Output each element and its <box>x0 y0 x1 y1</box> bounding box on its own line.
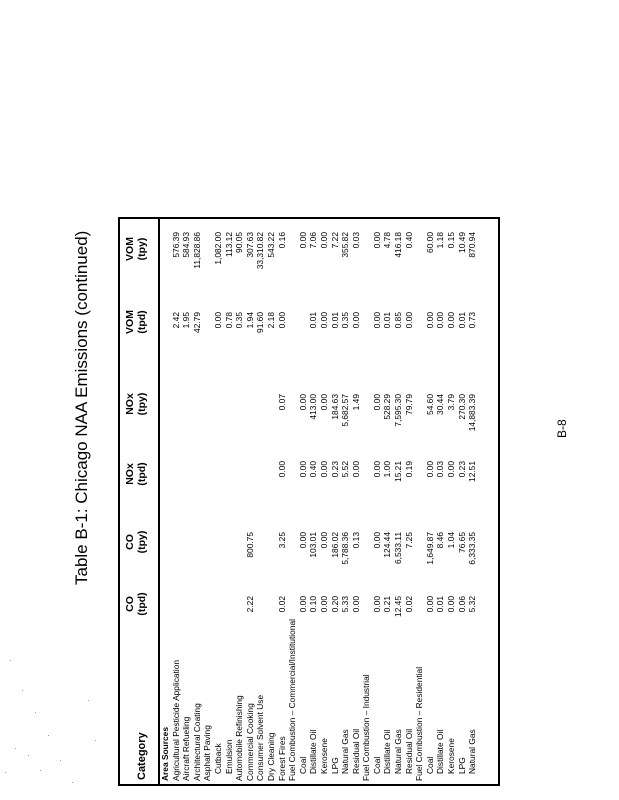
row-label: Consumer Solvent Use <box>255 694 266 781</box>
row-label: Coal <box>424 756 435 774</box>
cell-value: 528.29 <box>382 394 393 420</box>
cell-value: 33,310.82 <box>255 232 266 270</box>
cell-value: 584.93 <box>181 232 192 258</box>
cell-value: 79.79 <box>403 394 414 415</box>
cell-value: 0.73 <box>467 312 478 329</box>
cell-value: 0.01 <box>382 312 393 329</box>
section-row <box>160 219 171 784</box>
cell-value: 2.42 <box>170 312 181 329</box>
table-row <box>202 219 213 784</box>
row-label: Cutback <box>212 743 223 774</box>
cell-value: 184.63 <box>329 394 340 420</box>
cell-value: 1.00 <box>382 461 393 478</box>
table-row <box>298 219 309 784</box>
cell-value: 416.18 <box>393 232 404 258</box>
table-row <box>457 219 468 784</box>
cell-value: 7.25 <box>403 532 414 549</box>
table-row <box>224 219 235 784</box>
row-label: Coal <box>371 756 382 774</box>
cell-value: 0.07 <box>276 394 287 411</box>
row-label: Fuel Combustion – Residential <box>414 666 425 781</box>
cell-value: 0.00 <box>276 312 287 329</box>
table-row <box>414 219 425 784</box>
row-label: Distillate Oil <box>308 729 319 774</box>
cell-value: 6,333.35 <box>467 532 478 565</box>
row-label: Forest Fires <box>276 736 287 781</box>
cell-value: 0.85 <box>393 312 404 329</box>
header-vom-tpy: VOM (tpy) <box>124 237 148 261</box>
cell-value: 1.18 <box>435 232 446 249</box>
cell-value: 0.23 <box>329 461 340 478</box>
table-row <box>393 219 404 784</box>
table-row <box>467 219 478 784</box>
table-row <box>234 219 245 784</box>
row-label: Area Sources <box>160 727 170 781</box>
cell-value: 1,649.87 <box>424 532 435 565</box>
cell-value: 113.12 <box>223 232 234 257</box>
table-row <box>351 219 362 784</box>
row-label: Residual Oil <box>350 728 361 774</box>
row-label: LPG <box>456 757 467 774</box>
cell-value: 0.00 <box>446 461 457 478</box>
cell-value: 270.30 <box>456 394 467 420</box>
cell-value: 1.04 <box>446 532 457 549</box>
row-label: Commercial Cooking <box>244 703 255 781</box>
table-row <box>446 219 457 784</box>
cell-value: 0.20 <box>329 596 340 613</box>
table-title: Table B-1: Chicago NAA Emissions (continued) <box>72 230 91 585</box>
cell-value: 5,682.57 <box>340 394 351 427</box>
cell-value: 3.79 <box>446 394 457 411</box>
cell-value: 14,883.39 <box>467 394 478 432</box>
cell-value: 7.22 <box>329 232 340 249</box>
cell-value: 0.00 <box>424 596 435 613</box>
cell-value: 91.60 <box>255 312 266 333</box>
row-label: Distillate Oil <box>382 729 393 774</box>
cell-value: 12.45 <box>393 596 404 617</box>
cell-value: 0.01 <box>308 312 319 329</box>
table-row <box>192 219 203 784</box>
cell-value: 0.03 <box>350 232 361 249</box>
cell-value: 0.40 <box>403 232 414 249</box>
cell-value: 0.00 <box>318 232 329 249</box>
row-label: Agricultural Pesticide Application <box>170 659 181 781</box>
cell-value: 0.00 <box>297 461 308 478</box>
cell-value: 3.25 <box>276 532 287 549</box>
row-label: Asphalt Paving <box>202 725 213 781</box>
cell-value: 0.00 <box>350 312 361 329</box>
cell-value: 0.02 <box>276 596 287 613</box>
cell-value: 0.78 <box>223 312 234 329</box>
row-label: Emulsion <box>223 739 234 774</box>
scan-noise <box>0 0 120 800</box>
table-row <box>372 219 383 784</box>
cell-value: 0.00 <box>318 394 329 411</box>
header-nox-tpy: NOx (tpy) <box>124 392 148 416</box>
row-label: Aircraft Refueling <box>181 716 192 781</box>
cell-value: 0.02 <box>403 596 414 613</box>
cell-value: 0.00 <box>446 312 457 329</box>
cell-value: 0.00 <box>424 461 435 478</box>
cell-value: 4.78 <box>382 232 393 249</box>
table-body <box>160 219 478 784</box>
cell-value: 0.00 <box>424 312 435 329</box>
row-label: Coal <box>297 756 308 774</box>
cell-value: 0.00 <box>350 596 361 613</box>
table-row <box>404 219 415 784</box>
table-row <box>266 219 277 784</box>
table-row <box>213 219 224 784</box>
cell-value: 5.32 <box>467 596 478 613</box>
table-row <box>255 219 266 784</box>
row-label: Fuel Combustion – Industrial <box>361 674 372 781</box>
cell-value: 1,082.00 <box>212 232 223 265</box>
table-row <box>330 219 341 784</box>
table-row <box>425 219 436 784</box>
cell-value: 1.95 <box>181 312 192 329</box>
cell-value: 0.00 <box>297 596 308 613</box>
cell-value: 0.01 <box>435 596 446 613</box>
cell-value: 0.23 <box>456 461 467 478</box>
table-row <box>382 219 393 784</box>
cell-value: 0.00 <box>276 461 287 478</box>
cell-value: 12.51 <box>467 461 478 482</box>
cell-value: 0.15 <box>446 232 457 249</box>
cell-value: 1.49 <box>350 394 361 411</box>
table-row <box>319 219 330 784</box>
row-label: Natural Gas <box>393 729 404 774</box>
table-row <box>287 219 298 784</box>
row-label: LPG <box>329 757 340 774</box>
table-row <box>171 219 182 784</box>
cell-value: 8.46 <box>435 532 446 549</box>
cell-value: 186.02 <box>329 532 340 558</box>
cell-value: 870.94 <box>467 232 478 258</box>
row-label: Dry Cleaning <box>265 732 276 781</box>
cell-value: 7.06 <box>308 232 319 249</box>
cell-value: 124.44 <box>382 532 393 558</box>
table-row <box>277 219 288 784</box>
table-header <box>120 219 160 784</box>
cell-value: 0.00 <box>446 596 457 613</box>
cell-value: 0.10 <box>308 596 319 613</box>
cell-value: 5.52 <box>340 461 351 478</box>
cell-value: 0.00 <box>371 232 382 249</box>
cell-value: 0.00 <box>371 394 382 411</box>
cell-value: 0.40 <box>308 461 319 478</box>
cell-value: 0.00 <box>371 461 382 478</box>
cell-value: 11,828.86 <box>191 232 202 269</box>
row-label: Automobile Refinishing <box>234 695 245 781</box>
cell-value: 15.21 <box>393 461 404 482</box>
emissions-table <box>118 217 500 786</box>
cell-value: 0.00 <box>318 596 329 613</box>
cell-value: 0.21 <box>382 596 393 613</box>
cell-value: 0.00 <box>297 232 308 249</box>
cell-value: 0.01 <box>456 312 467 329</box>
table-row <box>181 219 192 784</box>
row-label: Kerosene <box>318 738 329 774</box>
header-nox-tpd: NOx (tpd) <box>124 462 148 486</box>
row-label: Architectural Coating <box>191 703 202 781</box>
cell-value: 0.16 <box>276 232 287 249</box>
cell-value: 103.01 <box>308 532 319 558</box>
cell-value: 0.00 <box>403 312 414 329</box>
cell-value: 5,788.36 <box>340 532 351 565</box>
header-co-tpy: CO (tpy) <box>124 530 148 554</box>
table-row <box>308 219 319 784</box>
cell-value: 0.00 <box>297 394 308 411</box>
cell-value: 90.05 <box>234 232 245 253</box>
header-vom-tpd: VOM (tpd) <box>124 310 148 334</box>
cell-value: 413.00 <box>308 394 319 420</box>
page-number: B-8 <box>555 419 569 438</box>
table-row <box>361 219 372 784</box>
cell-value: 543.22 <box>265 232 276 258</box>
cell-value: 0.00 <box>371 532 382 549</box>
cell-value: 30.44 <box>435 394 446 415</box>
cell-value: 0.00 <box>371 596 382 613</box>
row-label: Fuel Combustion – Commercial/Institutional <box>287 619 298 781</box>
cell-value: 76.65 <box>456 532 467 553</box>
header-co-tpd: CO (tpd) <box>124 592 148 616</box>
cell-value: 2.22 <box>244 596 255 613</box>
row-label: Residual Oil <box>403 728 414 774</box>
cell-value: 800.75 <box>244 532 255 558</box>
cell-value: 0.00 <box>297 532 308 549</box>
table-row <box>245 219 256 784</box>
cell-value: 0.00 <box>350 461 361 478</box>
cell-value: 6,533.11 <box>393 532 404 564</box>
cell-value: 54.60 <box>424 394 435 415</box>
cell-value: 0.00 <box>318 461 329 478</box>
cell-value: 0.01 <box>329 312 340 329</box>
cell-value: 0.35 <box>234 312 245 329</box>
cell-value: 0.00 <box>435 312 446 329</box>
cell-value: 307.63 <box>244 232 255 258</box>
cell-value: 5.33 <box>340 596 351 613</box>
row-label: Kerosene <box>446 738 457 774</box>
cell-value: 0.06 <box>456 596 467 613</box>
cell-value: 60.00 <box>424 232 435 253</box>
cell-value: 1.94 <box>244 312 255 329</box>
cell-value: 0.00 <box>318 312 329 329</box>
cell-value: 10.49 <box>456 232 467 253</box>
row-label: Natural Gas <box>467 729 478 774</box>
cell-value: 355.82 <box>340 232 351 258</box>
cell-value: 0.00 <box>371 312 382 329</box>
header-category: Category <box>136 732 148 780</box>
cell-value: 0.13 <box>350 532 361 549</box>
cell-value: 7,595.30 <box>393 394 404 427</box>
cell-value: 42.79 <box>191 312 202 333</box>
cell-value: 0.00 <box>318 532 329 549</box>
table-row <box>340 219 351 784</box>
cell-value: 0.03 <box>435 461 446 478</box>
cell-value: 0.35 <box>340 312 351 329</box>
table-row <box>435 219 446 784</box>
row-label: Distillate Oil <box>435 729 446 774</box>
cell-value: 0.19 <box>403 461 414 478</box>
cell-value: 0.00 <box>212 312 223 329</box>
cell-value: 2.18 <box>265 312 276 329</box>
row-label: Natural Gas <box>340 729 351 774</box>
cell-value: 576.39 <box>170 232 181 258</box>
